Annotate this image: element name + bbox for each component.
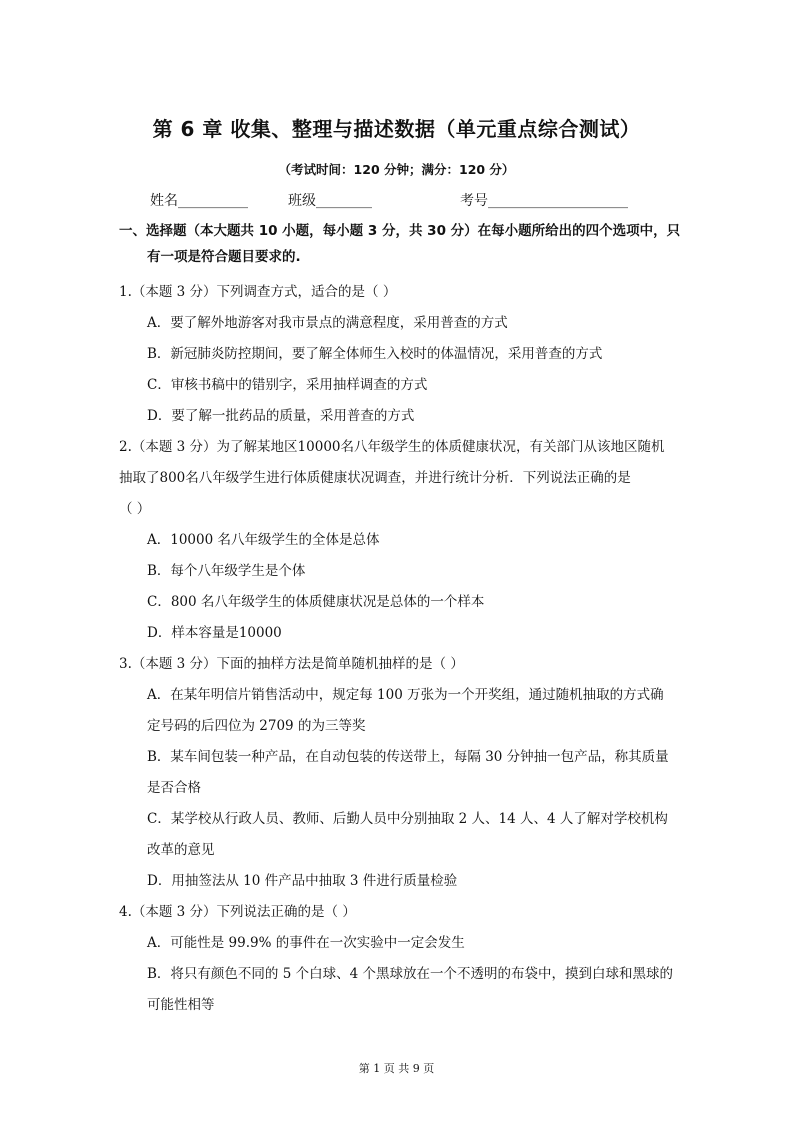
section-heading-cont: 有一项是符合题目要求的. <box>147 249 301 265</box>
option-b-cont: 可能性相等 <box>147 997 215 1013</box>
question-stem: 3.（本题 3 分）下面的抽样方法是简单随机抽样的是（ ） <box>119 656 464 672</box>
option-b: B．新冠肺炎防控期间，要了解全体师生入校时的体温情况，采用普查的方式 <box>147 346 603 362</box>
option-a-cont: 定号码的后四位为 2709 的为三等奖 <box>147 718 366 734</box>
option-b-cont: 是否合格 <box>147 780 201 796</box>
class-field: 班级________ <box>288 193 372 209</box>
document-title: 第 6 章 收集、整理与描述数据（单元重点综合测试） <box>152 117 641 141</box>
option-b: B．某车间包装一种产品，在自动包装的传送带上，每隔 30 分钟抽一包产品，称其质量 <box>147 749 669 765</box>
answer-blank: （ ） <box>119 501 151 517</box>
option-a: A．要了解外地游客对我市景点的满意程度，采用普查的方式 <box>147 315 508 331</box>
option-b: B．每个八年级学生是个体 <box>147 563 306 579</box>
page-footer: 第 1 页 共 9 页 <box>358 1062 435 1075</box>
option-c: C．某学校从行政人员、教师、后勤人员中分别抽取 2 人、14 人、4 人了解对学校机构 <box>147 811 668 827</box>
option-b: B．将只有颜色不同的 5 个白球、4 个黑球放在一个不透明的布袋中，摸到白球和黑球的 <box>147 966 673 982</box>
option-c-cont: 改革的意见 <box>147 842 215 858</box>
option-c: C．800 名八年级学生的体质健康状况是总体的一个样本 <box>147 594 485 610</box>
option-d: D．用抽签法从 10 件产品中抽取 3 件进行质量检验 <box>147 873 458 889</box>
exam-info: （考试时间：120 分钟；满分：120 分） <box>278 162 515 177</box>
option-a: A．可能性是 99.9% 的事件在一次实验中一定会发生 <box>147 935 465 951</box>
name-field: 姓名__________ <box>150 193 248 209</box>
student-number-field: 考号____________________ <box>460 193 628 209</box>
question-stem: 4.（本题 3 分）下列说法正确的是（ ） <box>119 904 356 920</box>
question-stem: 2.（本题 3 分）为了解某地区10000名八年级学生的体质健康状况，有关部门从该地区随机 <box>119 439 665 455</box>
question-stem: 1.（本题 3 分）下列调查方式，适合的是（ ） <box>119 284 397 300</box>
option-d: D．要了解一批药品的质量，采用普查的方式 <box>147 408 415 424</box>
option-a: A．10000 名八年级学生的全体是总体 <box>147 532 380 548</box>
section-heading: 一、选择题（本大题共 10 小题，每小题 3 分，共 30 分）在每小题所给出的四个选项中，只 <box>119 223 681 239</box>
option-a: A．在某年明信片销售活动中，规定每 100 万张为一个开奖组，通过随机抽取的方式确 <box>147 687 664 703</box>
option-d: D．样本容量是10000 <box>147 625 282 641</box>
option-c: C．审核书稿中的错别字，采用抽样调查的方式 <box>147 377 428 393</box>
question-stem-cont: 抽取了800名八年级学生进行体质健康状况调查，并进行统计分析．下列说法正确的是 <box>119 470 631 486</box>
